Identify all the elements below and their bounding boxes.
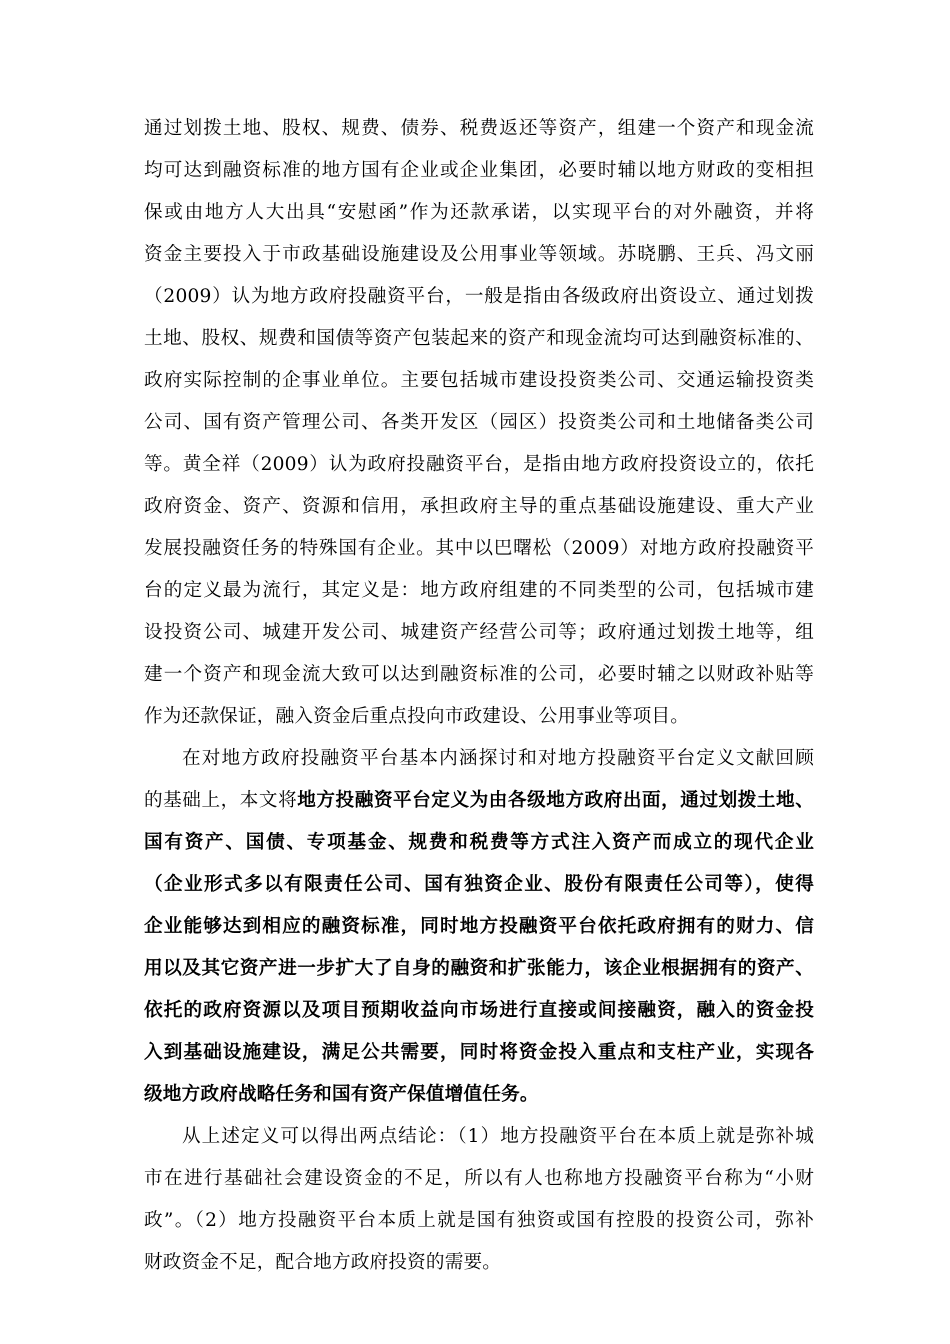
text-line: 资金主要投入于市政基础设施建设及公用事业等领域。苏晓鹏、王兵、冯文丽 [144,244,814,265]
text-line: 土地、股权、规费和国债等资产包装起来的资产和现金流均可达到融资标准的、 [144,328,814,349]
text-line: 财政资金不足，配合地方政府投资的需要。 [144,1252,502,1273]
text-line: 发展投融资任务的特殊国有企业。其中以巴曙松（2009）对地方政府投融资平 [144,538,814,559]
bold-text-line: 国有资产、国债、专项基金、规费和税费等方式注入资产而成立的现代企业 [144,832,814,853]
bold-text-line: 依托的政府资源以及项目预期收益向市场进行直接或间接融资，融入的资金投 [144,1000,814,1021]
text-line: 在对地方政府投融资平台基本内涵探讨和对地方投融资平台定义文献回顾 [182,748,814,769]
bold-text-line: 级地方政府战略任务和国有资产保值增值任务。 [144,1084,539,1105]
text-line: 均可达到融资标准的地方国有企业或企业集团，必要时辅以地方财政的变相担 [144,160,814,181]
text-line: 通过划拨土地、股权、规费、债券、税费返还等资产，组建一个资产和现金流 [144,118,814,139]
text-line: 保或由地方人大出具“安慰函”作为还款承诺，以实现平台的对外融资，并将 [144,202,814,223]
bold-text-segment: 地方投融资平台定义为由各级地方政府出面，通过划拨土地、 [297,790,814,811]
text-line: 等。黄全祥（2009）认为政府投融资平台，是指由地方政府投资设立的，依托 [144,454,814,475]
bold-text-line: 用以及其它资产进一步扩大了自身的融资和扩张能力，该企业根据拥有的资产、 [144,958,814,979]
bold-text-line: 企业能够达到相应的融资标准，同时地方投融资平台依托政府拥有的财力、信 [144,916,814,937]
text-line: 公司、国有资产管理公司、各类开发区（园区）投资类公司和土地储备类公司 [144,412,814,433]
text-segment: 的基础上，本文将 [144,790,298,811]
text-line: 政”。（2）地方投融资平台本质上就是国有独资或国有控股的投资公司，弥补 [144,1210,814,1231]
bold-text-line: 入到基础设施建设，满足公共需要，同时将资金投入重点和支柱产业，实现各 [144,1042,814,1063]
text-line: 台的定义最为流行，其定义是：地方政府组建的不同类型的公司，包括城市建 [144,580,814,601]
text-line: 设投资公司、城建开发公司、城建资产经营公司等；政府通过划拨土地等，组 [144,622,814,643]
text-line: 建一个资产和现金流大致可以达到融资标准的公司，必要时辅之以财政补贴等 [144,664,814,685]
document-body [144,108,814,1284]
text-line: 市在进行基础社会建设资金的不足，所以有人也称地方投融资平台称为“小财 [144,1168,814,1189]
text-line: （2009）认为地方政府投融资平台，一般是指由各级政府出资设立、通过划拨 [144,286,814,307]
paragraph-1 [144,108,814,738]
paragraph-3 [144,1116,814,1284]
paragraph-2 [144,738,814,1116]
text-line: 政府资金、资产、资源和信用，承担政府主导的重点基础设施建设、重大产业 [144,496,814,517]
text-line: 从上述定义可以得出两点结论：（1）地方投融资平台在本质上就是弥补城 [182,1126,814,1147]
text-line [144,780,814,822]
bold-text-line: （企业形式多以有限责任公司、国有独资企业、股份有限责任公司等），使得 [144,874,814,895]
text-line: 作为还款保证，融入资金后重点投向市政建设、公用事业等项目。 [144,706,690,727]
text-line: 政府实际控制的企事业单位。主要包括城市建设投资类公司、交通运输投资类 [144,370,814,391]
